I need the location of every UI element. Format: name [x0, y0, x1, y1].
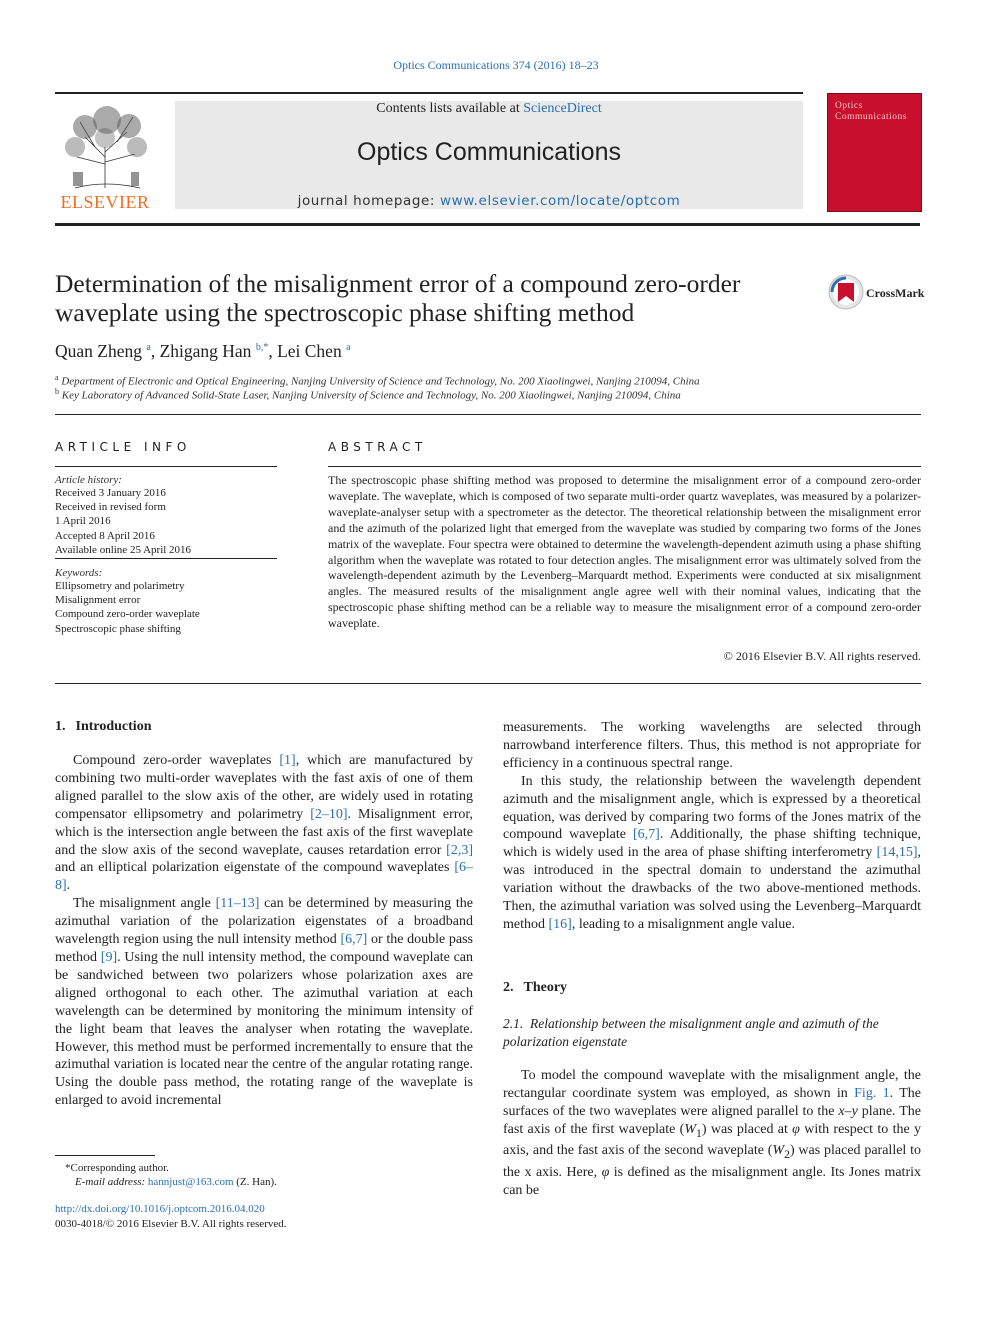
abstract-rule [328, 466, 921, 467]
text-run: with respect to the y axis, and the fast axis of the second waveplate ( [503, 1121, 921, 1159]
doi-link[interactable]: http://dx.doi.org/10.1016/j.optcom.2016.04.020 [55, 1203, 265, 1215]
abstract-text: The spectroscopic phase shifting method was proposed to determine the misalignment error of a compound zero-order waveplate. The waveplate, which is composed of two separate multi-order quartz waveplates, was measured by a polarizer-waveplate-analyser setup with a spectrometer as the detector. The theoretical relationship between the misalignment error and the azimuth of the polarized light that emerged from the waveplate was studied by comparing two forms of the Jones matrix of the waveplate. Four spectra were obtained to determine the wavelength-dependent azimuth using a phase shifting algorithm when the waveplate was rotated to four detection angles. The misalignment error was ultimately solved from the wavelength-dependent azimuth by the Levenberg–Marquardt method. Experiments were conducted at six misalignment angles. The measured results of the misalignment angle agree well with their nominal values, indicating that the spectroscopic phase shifting method can be a reliable way to measure the misalignment error of a compound zero-order waveplate. [328, 473, 921, 631]
author-list: Quan Zheng $^a$, Zhigang Han $^{b,*}$, Lei Chen $^a$ [55, 341, 351, 361]
email-suffix: (Z. Han). [233, 1176, 277, 1188]
section-heading-introduction [55, 719, 151, 735]
corresponding-label: Corresponding author. [70, 1162, 169, 1174]
text-run: . [66, 878, 71, 894]
email-label: E-mail address: [75, 1176, 148, 1188]
ref-link[interactable]: [9] [100, 949, 118, 965]
ref-link[interactable]: [11–13] [215, 896, 260, 912]
introduction-left-text [55, 752, 473, 1110]
introduction-right-text [503, 719, 921, 934]
math-var: φ [792, 1121, 800, 1137]
ref-link[interactable]: [6–8] [55, 860, 473, 894]
email-link[interactable]: hannjust@163.com [147, 1176, 234, 1188]
contents-prefix: Contents lists available at [376, 101, 524, 116]
history-item: Accepted 8 April 2016 [55, 529, 155, 542]
math-subscript: 2 [784, 1148, 790, 1162]
subsection-number: 2.1. [503, 1016, 524, 1031]
ref-link[interactable]: [2,3] [446, 842, 473, 858]
keyword-item: Compound zero-order waveplate [55, 608, 200, 621]
affiliation [55, 387, 681, 402]
intro-paragraph-1 [55, 752, 473, 895]
subsection-title: Relationship between the misalignment angle and azimuth of the polarization eigenstate [503, 1016, 879, 1049]
keywords-label: Keywords: [55, 567, 103, 579]
abstract-copyright: © 2016 Elsevier B.V. All rights reserved. [723, 649, 921, 663]
header-top-rule [55, 92, 803, 94]
ref-link[interactable]: [1] [279, 753, 296, 768]
cover-title [835, 101, 915, 123]
affiliation [55, 373, 700, 388]
history-item: Available online 25 April 2016 [55, 543, 192, 556]
math-var: φ [601, 1165, 610, 1181]
header-bottom-rule [55, 223, 920, 226]
text-run: , was introduced in the spectral domain to understand the azimuthal variation without the drawbacks of the two above-mentioned methods. Then, the azimuthal variation was solved using the Levenberg–Marquardt method [503, 845, 921, 932]
article-info-rule [55, 466, 277, 467]
text-run: or the double pass method [55, 932, 474, 965]
author-affil-mark[interactable]: a [346, 342, 351, 354]
text-run: The misalignment angle [73, 896, 216, 912]
crossmark-label[interactable]: CrossMark [866, 286, 925, 300]
sciencedirect-link[interactable]: ScienceDirect [523, 101, 602, 116]
figure-link[interactable]: Fig. 1 [854, 1085, 890, 1101]
author-affil-mark[interactable]: a [146, 342, 151, 354]
contents-line [175, 101, 803, 117]
ref-link[interactable]: [16] [548, 916, 572, 932]
keywords [55, 567, 277, 636]
article-info-heading: ARTICLE INFO [55, 440, 191, 454]
email-note [75, 1175, 277, 1189]
text-run: To model the compound waveplate with the misalignment angle, the rectangular coordinate system was employed, as shown in [503, 1068, 921, 1101]
issn-line: 0030-4018/© 2016 Elsevier B.V. All rights reserved. [55, 1218, 287, 1230]
section-title: Introduction [75, 719, 152, 734]
ref-link[interactable]: [6,7] [340, 932, 368, 948]
paper-title: Determination of the misalignment error of a compound zero-order waveplate using the spectroscopic phase shifting method [55, 269, 741, 327]
journal-citation[interactable]: Optics Communications 374 (2016) 18–23 [393, 58, 599, 72]
history-item: Received in revised form [55, 501, 166, 514]
section-number: 2. [503, 980, 514, 995]
math-var: x–y [838, 1103, 858, 1119]
author-name[interactable]: Quan Zheng [55, 341, 142, 361]
footnote-rule [55, 1155, 155, 1156]
affiliation-mark: b [55, 387, 59, 396]
text-run: plane. The fast axis of the first waveplate ( [503, 1103, 921, 1137]
history-label: Article history: [55, 474, 122, 486]
corresponding-author-note [65, 1161, 169, 1175]
text-run: . Using the null intensity method, the compound waveplate can be sandwiched between two polarizers whose polarization axes are aligned orthogonal to each other. The azimuthal variation at each wavelength can be determined by monitoring the minimum intensity of the light beam that leaves the analyser when rotating the waveplate. However, this method must be performed incrementally to ensure that the azimuthal variation is located near the centre of the angular rotating range. Using the double pass method, the rotating range of the waveplate is enlarged to avoid incremental [55, 949, 473, 1109]
text-run: . Misalignment error, which is the intersection angle between the fast axis of the first waveplate and the slow axis of the second waveplate, causes retardation error [55, 806, 473, 858]
homepage-prefix: journal homepage: [297, 193, 440, 209]
section-number: 1. [55, 719, 66, 734]
history-rule [55, 558, 277, 559]
intro-paragraph-2-cont: measurements. The working wavelengths are selected through narrowband interference filters. Thus, this method is not appropriate for efficiency in a continuous spectral range. [503, 720, 921, 771]
affiliation-text: Key Laboratory of Advanced Solid-State Laser, Nanjing University of Science and Technology, No. 200 Xiaolingwei, Nanjing 210094, China [61, 389, 681, 402]
text-run: , leading to a misalignment angle value. [571, 916, 795, 932]
text-run: . The surfaces of the two waveplates were aligned parallel to the [503, 1085, 921, 1119]
abstract-bottom-rule [55, 683, 921, 684]
text-run: , which are manufactured by combining two multi-order waveplates with the fast axis of one of them aligned parallel to the slow axis of the other, are widely used in rotating compensator ellipsometry and polarimetry [55, 753, 474, 822]
ref-link[interactable]: [14,15] [876, 845, 918, 861]
affiliation-mark: a [55, 373, 59, 382]
keyword-item: Ellipsometry and polarimetry [55, 580, 185, 592]
math-subscript: 1 [696, 1126, 702, 1140]
text-run: ) was placed at [701, 1121, 793, 1137]
section-title: Theory [523, 980, 568, 995]
theory-text [503, 1067, 921, 1200]
intro-paragraph-2 [55, 895, 473, 1110]
theory-paragraph-1 [503, 1067, 921, 1200]
text-run: In this study, the relationship between the wavelength dependent azimuth and the misalignment angle, which is expressed by a theoretical equation, was derived by comparing two forms of the Jones matrix of the compound waveplate [503, 773, 921, 843]
footnote-star: * [65, 1162, 71, 1174]
history-item: Received 3 January 2016 [55, 487, 166, 499]
crossmark-icon[interactable] [828, 274, 864, 310]
keyword-item: Spectroscopic phase shifting [55, 622, 181, 635]
cover-title-line2: Communications [835, 112, 907, 122]
article-history [55, 474, 277, 557]
journal-name: Optics Communications [357, 138, 621, 166]
author-affil-mark[interactable]: b,* [255, 342, 269, 354]
journal-homepage-line [175, 193, 803, 209]
ref-link[interactable]: [2–10] [310, 806, 348, 822]
keyword-item: Misalignment error [55, 594, 141, 607]
subsection-heading [503, 1015, 921, 1051]
text-run: can be determined by measuring the azimuthal variation of the polarization eigenstates of a broadband wavelength region using the null intensity method [55, 896, 473, 948]
doi-line [55, 1202, 265, 1216]
affiliation-text: Department of Electronic and Optical Engineering, Nanjing University of Science and Technology, No. 200 Xiaolingwei, Nanjing 210094, China [61, 375, 700, 388]
text-run: ) was placed parallel to the x axis. Here, [503, 1143, 922, 1181]
text-run: is defined as the misalignment angle. Its Jones matrix can be [503, 1165, 921, 1199]
math-var: W [684, 1121, 697, 1137]
text-run: . Additionally, the phase shifting technique, which is widely used in the area of phase shifting interferometry [503, 827, 921, 861]
title-block-rule [55, 414, 921, 415]
text-run: and an elliptical polarization eigenstate of the compound waveplates [55, 860, 455, 876]
intro-paragraph-3 [503, 773, 921, 934]
text-run: Compound zero-order waveplates [73, 753, 280, 768]
author-name[interactable]: Zhigang Han [159, 341, 252, 361]
abstract-heading: ABSTRACT [328, 440, 427, 454]
ref-link[interactable]: [6,7] [633, 827, 660, 843]
section-heading-theory [503, 980, 567, 996]
cover-title-line1: Optics [835, 101, 863, 111]
author-name[interactable]: Lei Chen [277, 341, 342, 361]
elsevier-wordmark: ELSEVIER [60, 192, 150, 212]
math-var: W [772, 1143, 785, 1159]
homepage-link[interactable]: www.elsevier.com/locate/optcom [439, 193, 681, 209]
history-item: 1 April 2016 [55, 515, 111, 528]
